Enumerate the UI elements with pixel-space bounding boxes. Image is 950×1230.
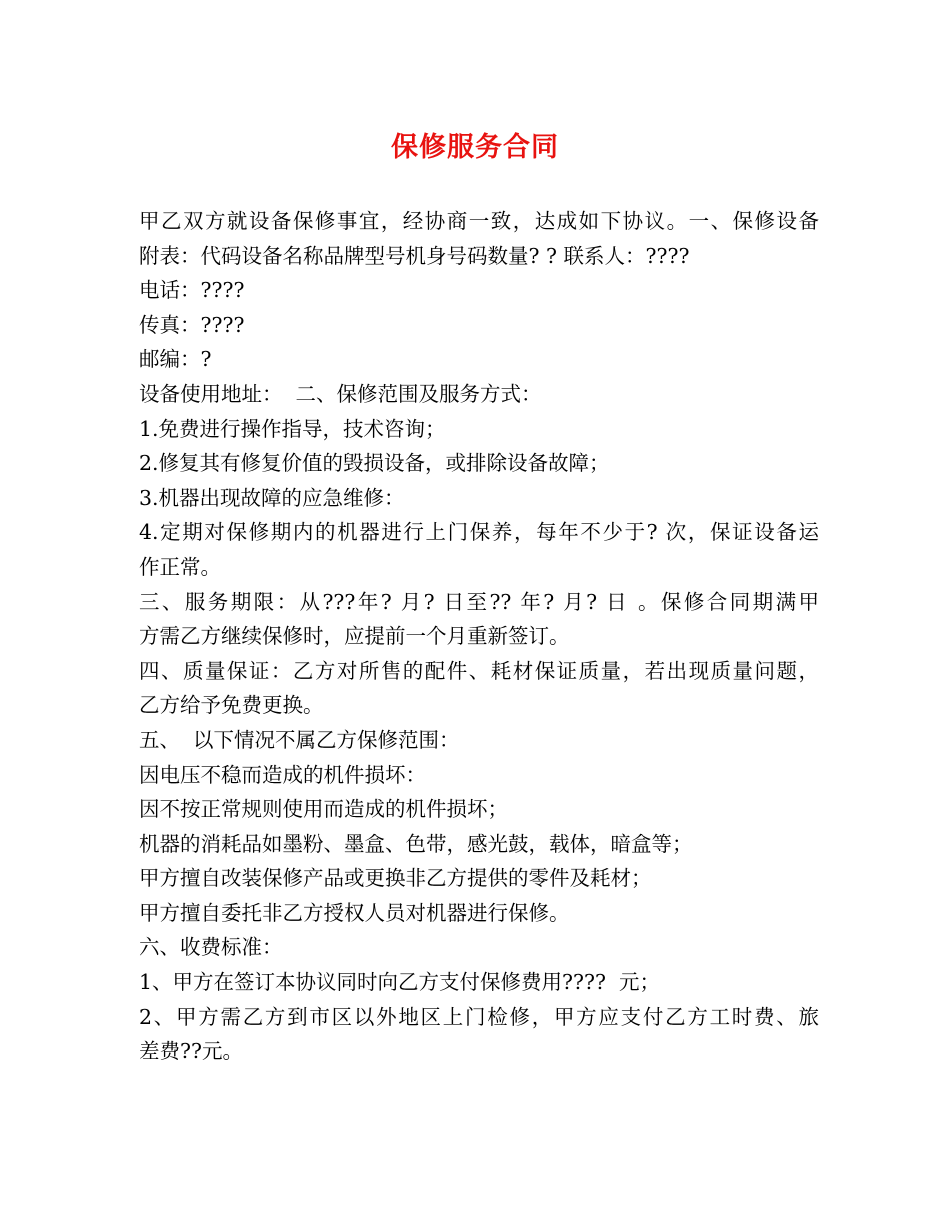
- document-title: 保修服务合同: [391, 132, 559, 163]
- body-line: 机器的消耗品如墨粉、墨盒、色带，感光鼓，载体，暗盒等；: [139, 831, 693, 856]
- body-line: 甲乙双方就设备保修事宜，经协商一致，达成如下协议。一、保修设备: [139, 209, 819, 233]
- body-line: 设备使用地址： 二、保修范围及服务方式：: [139, 381, 542, 406]
- document-body: [139, 204, 819, 1069]
- body-line: 作正常。: [139, 554, 221, 579]
- body-line: 方需乙方继续保修时，应提前一个月重新签订。: [139, 624, 570, 649]
- body-line: 1.免费进行操作指导，技术咨询；: [139, 416, 446, 441]
- body-line: 乙方给予免费更换。: [139, 693, 324, 718]
- body-line: 3.机器出现故障的应急维修：: [139, 485, 405, 510]
- body-line: 4.定期对保修期内的机器进行上门保养，每年不少于? 次，保证设备运: [139, 520, 819, 545]
- body-line: 六、收费标准：: [139, 935, 283, 960]
- body-line: 五、 以下情况不属乙方保修范围：: [139, 727, 460, 752]
- body-line: 因不按正常规则使用而造成的机件损坏；: [139, 797, 508, 822]
- body-line: 三、服务期限：从???年? 月? 日至?? 年? 月? 日 。保修合同期满甲: [139, 589, 819, 614]
- body-line: 因电压不稳而造成的机件损坏：: [139, 762, 426, 787]
- body-line: 2.修复其有修复价值的毁损设备，或排除设备故障；: [139, 451, 610, 476]
- body-line: 差费??元。: [139, 1039, 243, 1064]
- body-line: 附表：代码设备名称品牌型号机身号码数量? ? 联系人：????: [139, 243, 690, 268]
- body-line: 四、质量保证：乙方对所售的配件、耗材保证质量，若出现质量问题，: [139, 658, 819, 683]
- body-line: 电话：????: [139, 278, 245, 303]
- body-line: 1、甲方在签订本协议同时向乙方支付保修费用???? 元；: [139, 970, 661, 995]
- body-line: 传真：????: [139, 312, 245, 337]
- body-line: 甲方擅自委托非乙方授权人员对机器进行保修。: [139, 900, 570, 925]
- body-line: 甲方擅自改装保修产品或更换非乙方提供的零件及耗材；: [139, 866, 652, 891]
- body-line: 2、甲方需乙方到市区以外地区上门检修，甲方应支付乙方工时费、旅: [139, 1004, 819, 1029]
- body-line: 邮编：?: [139, 347, 212, 372]
